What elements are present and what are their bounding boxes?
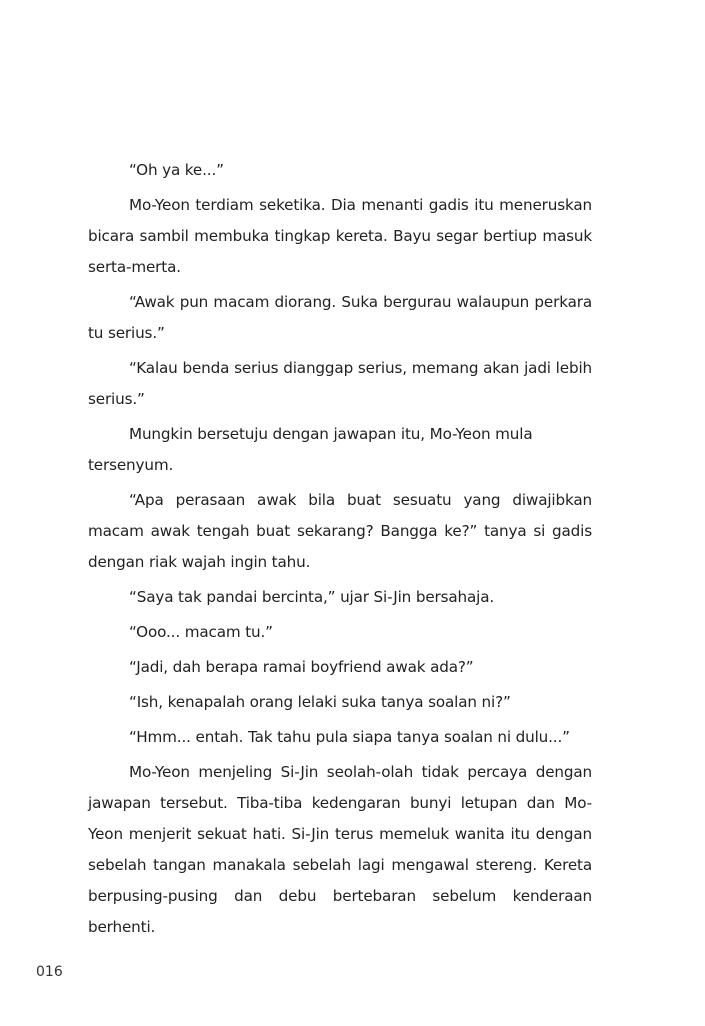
paragraph: “Kalau benda serius dianggap serius, memang akan jadi lebih serius.” (88, 359, 592, 408)
paragraph: “Saya tak pandai bercinta,” ujar Si-Jin bersahaja. (129, 588, 495, 606)
paragraph: Mo-Yeon menjeling Si-Jin seolah-olah tidak percaya dengan jawapan tersebut. Tiba-tiba kedengaran bunyi letupan dan Mo-Yeon menjerit sekuat hati. Si-Jin terus memeluk wanita itu dengan sebelah tangan manakala sebelah lagi mengawal stereng. Kereta berpusing-pusing dan debu bertebaran sebelum kenderaan berhenti. (88, 763, 592, 936)
paragraph: “Ish, kenapalah orang lelaki suka tanya soalan ni?” (129, 693, 511, 711)
paragraph: “Hmm... entah. Tak tahu pula siapa tanya soalan ni dulu...” (129, 728, 570, 746)
paragraph: “Ooo... macam tu.” (129, 623, 273, 641)
paragraph: Mungkin bersetuju dengan jawapan itu, Mo-Yeon mula tersenyum. (88, 425, 533, 474)
paragraph: “Apa perasaan awak bila buat sesuatu yang diwajibkan macam awak tengah buat sekarang? Bangga ke?” tanya si gadis dengan riak wajah ingin tahu. (88, 491, 592, 571)
paragraph: “Oh ya ke...” (129, 161, 224, 179)
page-number: 016 (36, 964, 63, 980)
body-text (88, 155, 592, 947)
paragraph: “Jadi, dah berapa ramai boyfriend awak ada?” (129, 658, 474, 676)
paragraph: Mo-Yeon terdiam seketika. Dia menanti gadis itu meneruskan bicara sambil membuka tingkap kereta. Bayu segar bertiup masuk serta-merta. (88, 196, 592, 276)
paragraph: “Awak pun macam diorang. Suka bergurau walaupun perkara tu serius.” (88, 293, 592, 342)
